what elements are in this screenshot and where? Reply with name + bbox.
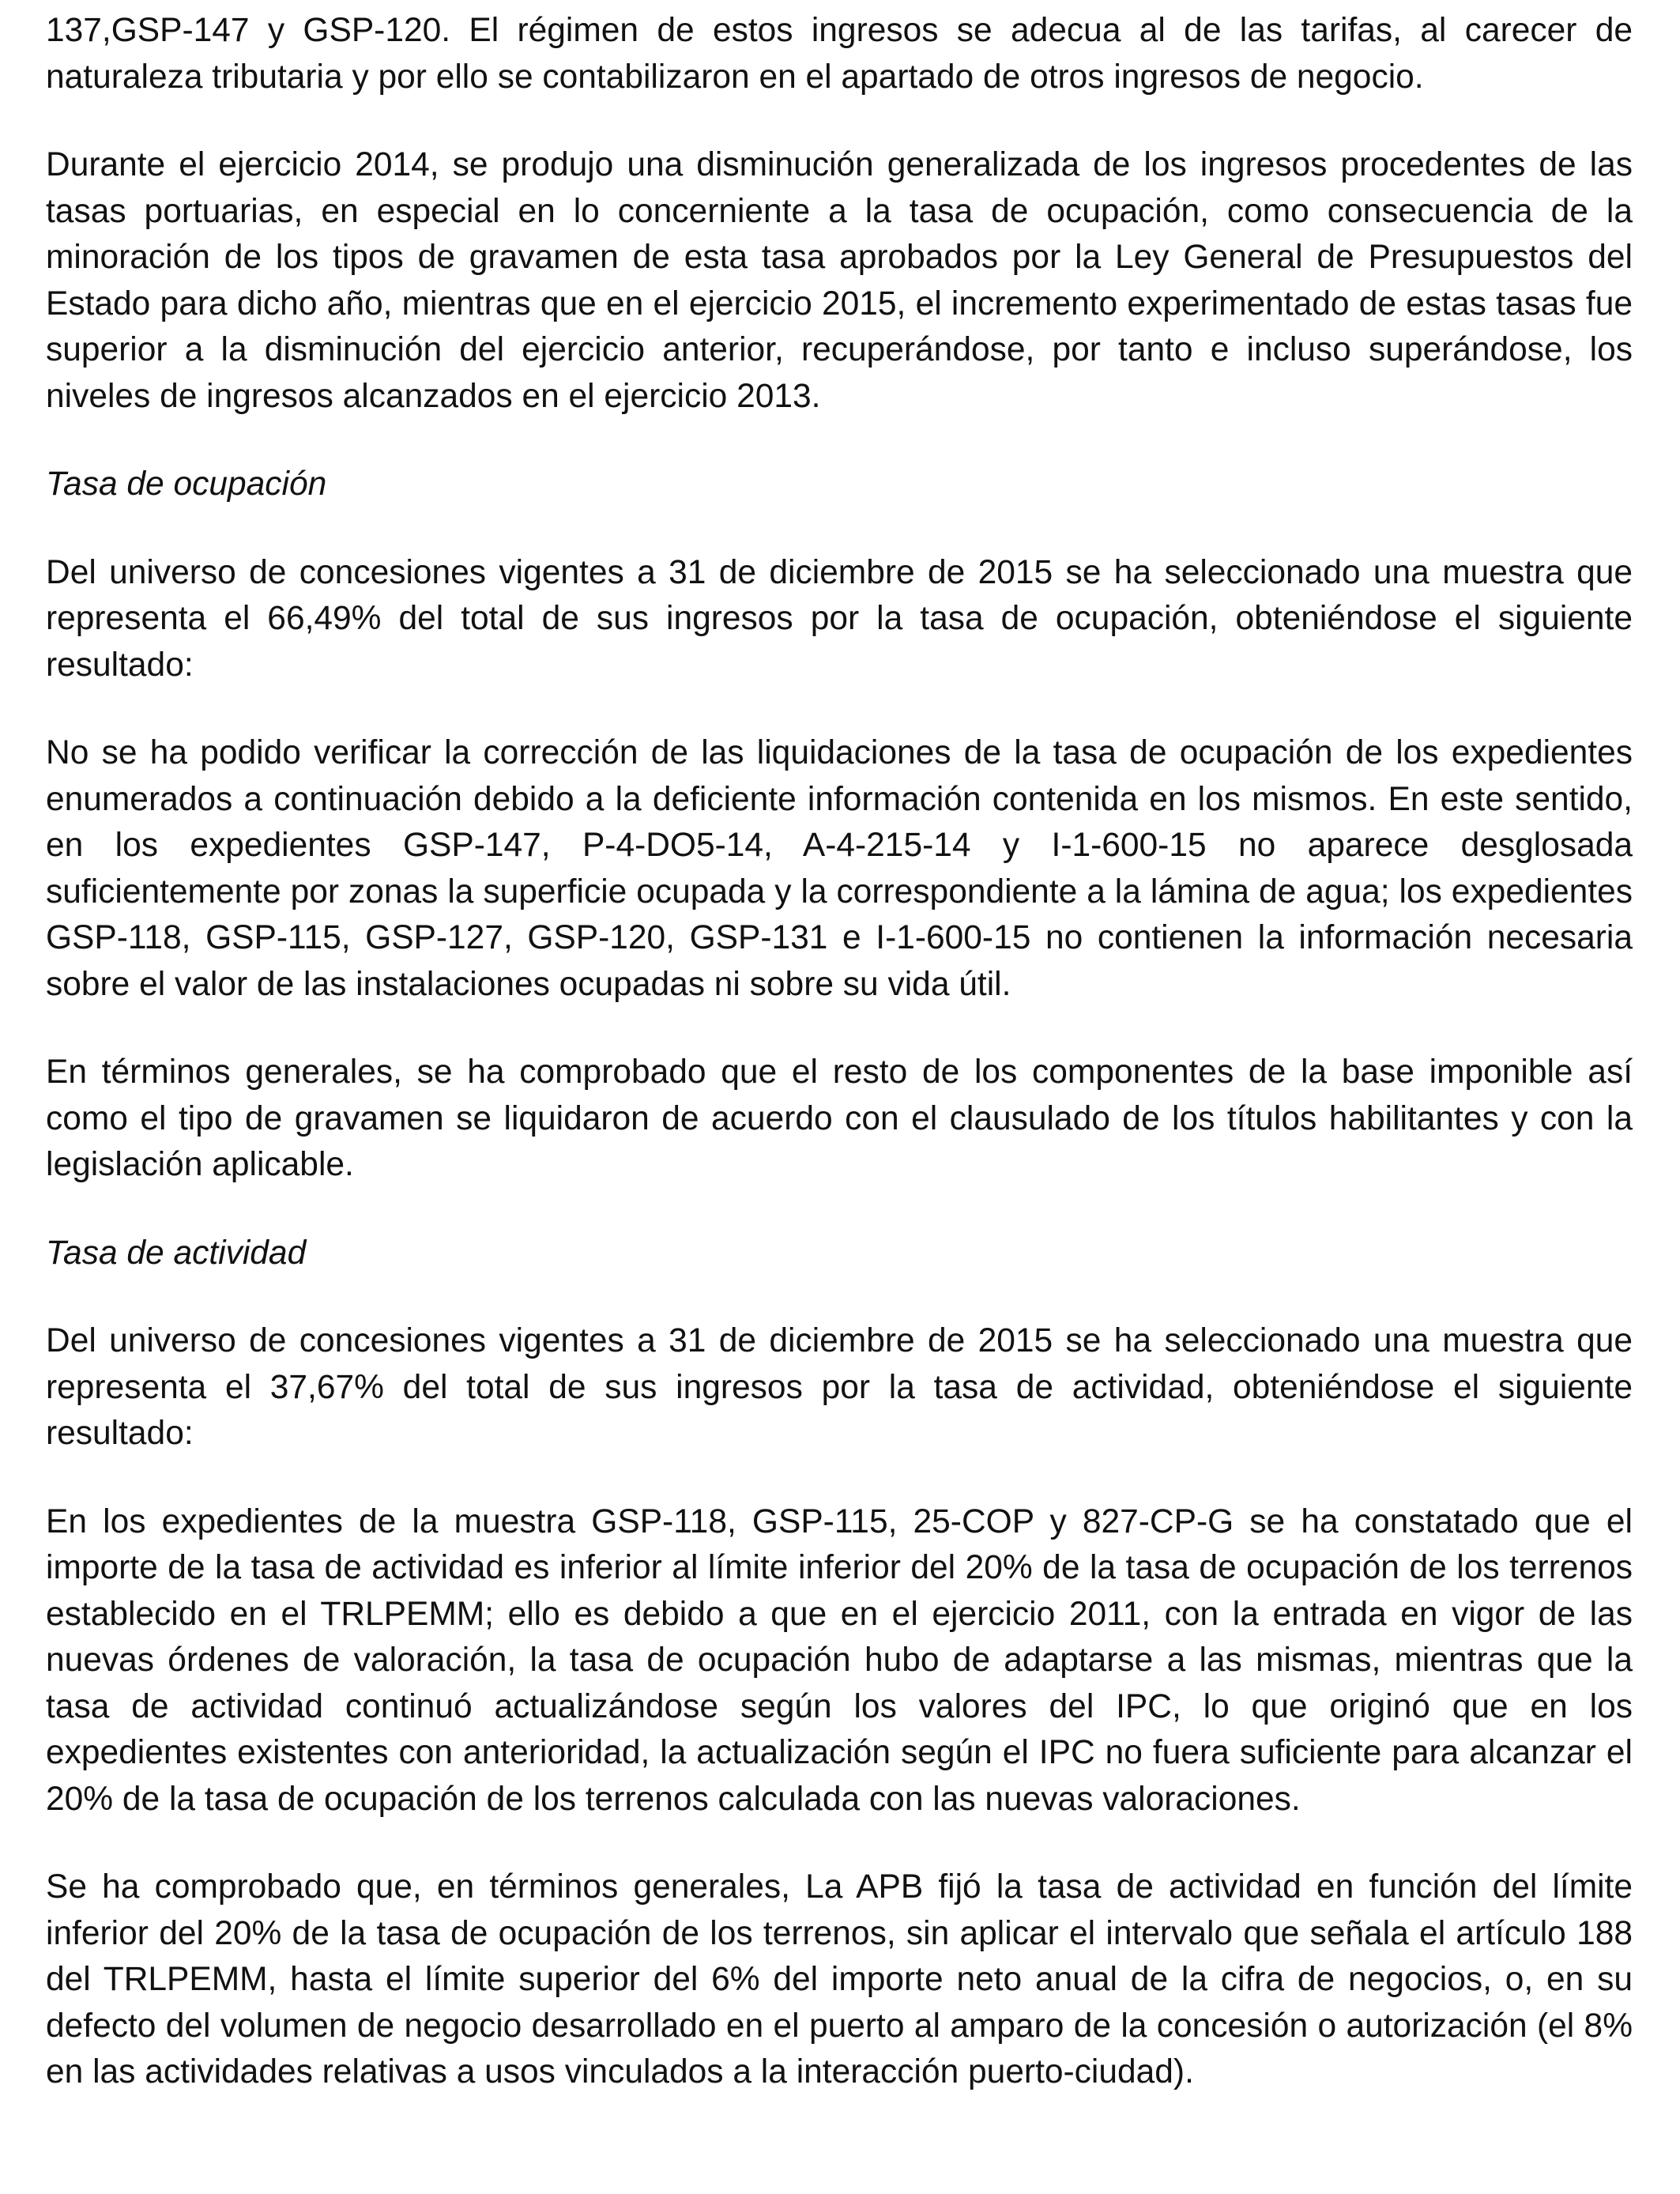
paragraph-ingresos-regimen: 137,GSP-147 y GSP-120. El régimen de estos ingresos se adecua al de las tarifas, al carecer de naturaleza tributaria y por ello se contabilizaron en el apartado de otros ingresos de negocio. (46, 12, 1633, 96)
paragraph-base-imponible: En términos generales, se ha comprobado que el resto de los componentes de la base imponible así como el tipo de gravamen se liquidaron de acuerdo con el clausulado de los títulos habilitantes y con la legislación aplicable. (46, 1054, 1633, 1183)
heading-tasa-actividad: Tasa de actividad (46, 1234, 307, 1272)
paragraph-muestra-ocupacion: Del universo de concesiones vigentes a 31 de diciembre de 2015 se ha seleccionado una muestra que representa el 66,49% del total de sus ingresos por la tasa de ocupación, obteniéndose el siguiente resultado: (46, 553, 1633, 684)
document-page (46, 8, 1633, 2096)
heading-tasa-ocupacion: Tasa de ocupación (46, 466, 327, 503)
paragraph-apb-tasa-actividad: Se ha comprobado que, en términos generales, La APB fijó la tasa de actividad en función del límite inferior del 20% de la tasa de ocupación de los terrenos, sin aplicar el intervalo que señala el artículo 188 del TRLPEMM, hasta el límite superior del 6% del importe neto anual de la cifra de negocios, o, en su defecto del volumen de negocio desarrollado en el puerto al amparo de la concesión o autorización (el 8% en las actividades relativas a usos vinculados a la interacción puerto-ciudad). (46, 1868, 1633, 2090)
paragraph-ejercicio-2014: Durante el ejercicio 2014, se produjo una disminución generalizada de los ingresos procedentes de las tasas portuarias, en especial en lo concerniente a la tasa de ocupación, como consecuencia de la minoración de los tipos de gravamen de esta tasa aprobados por la Ley General de Presupuestos del Estado para dicho año, mientras que en el ejercicio 2015, el incremento experimentado de estas tasas fue superior a la disminución del ejercicio anterior, recuperándose, por tanto e incluso superándose, los niveles de ingresos alcanzados en el ejercicio 2013. (46, 146, 1633, 415)
paragraph-muestra-actividad: Del universo de concesiones vigentes a 31 de diciembre de 2015 se ha seleccionado una muestra que representa el 37,67% del total de sus ingresos por la tasa de actividad, obteniéndose el siguiente resultado: (46, 1322, 1633, 1452)
paragraph-verificacion-expedientes: No se ha podido verificar la corrección de las liquidaciones de la tasa de ocupación de los expedientes enumerados a continuación debido a la deficiente información contenida en los mismos. En este sentido, en los expedientes GSP-147, P-4-DO5-14, A-4-215-14 y I-1-600-15 no aparece desglosada suficientemente por zonas la superficie ocupada y la correspondiente a la lámina de agua; los expedientes GSP-118, GSP-115, GSP-127, GSP-120, GSP-131 e I-1-600-15 no contienen la información necesaria sobre el valor de las instalaciones ocupadas ni sobre su vida útil. (46, 734, 1633, 1003)
paragraph-expedientes-muestra: En los expedientes de la muestra GSP-118, GSP-115, 25-COP y 827-CP-G se ha constatado que el importe de la tasa de actividad es inferior al límite inferior del 20% de la tasa de ocupación de los terrenos establecido en el TRLPEMM; ello es debido a que en el ejercicio 2011, con la entrada en vigor de las nuevas órdenes de valoración, la tasa de ocupación hubo de adaptarse a las mismas, mientras que la tasa de actividad continuó actualizándose según los valores del IPC, lo que originó que en los expedientes existentes con anterioridad, la actualización según el IPC no fuera suficiente para alcanzar el 20% de la tasa de ocupación de los terrenos calculada con las nuevas valoraciones. (46, 1502, 1633, 1818)
